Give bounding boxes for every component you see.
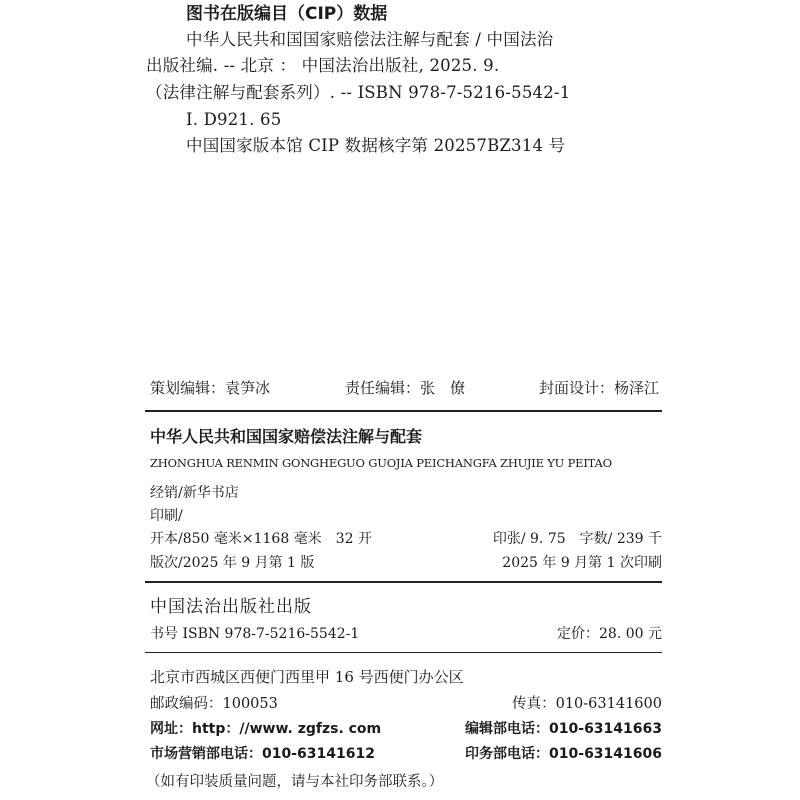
fax: 传真：010-63141600 <box>512 696 662 712</box>
print-date: 2025 年 9 月第 1 次印刷 <box>502 555 662 571</box>
middle-rule <box>145 581 662 583</box>
publisher-name: 中国法治出版社出版 <box>150 597 312 617</box>
cip-line-3: （法律注解与配套系列）. -- ISBN 978-7-5216-5542-1 <box>146 83 571 102</box>
book-title-pinyin: ZHONGHUA RENMIN GONGHEGUO GUOJIA PEICHANGFA ZHUJIE YU PEITAO <box>150 456 612 470</box>
bottom-rule <box>145 652 662 653</box>
marketing-phone: 市场营销部电话：010-63141612 <box>150 746 375 762</box>
cip-title: 图书在版编目（CIP）数据 <box>186 4 388 24</box>
address: 北京市西城区西便门西里甲 16 号西便门办公区 <box>150 668 464 686</box>
responsible-editor: 责任编辑：张 僚 <box>345 379 466 397</box>
website: 网址：http：//www. zgfzs. com <box>150 721 382 737</box>
postcode: 邮政编码：100053 <box>150 696 278 712</box>
isbn: 书号 ISBN 978-7-5216-5542-1 <box>150 626 360 642</box>
cip-line-2: 出版社编. -- 北京 ： 中国法治出版社, 2025. 9. <box>146 56 500 75</box>
top-rule <box>145 410 662 412</box>
distributor: 经销/新华书店 <box>150 485 239 501</box>
cover-designer: 封面设计：杨泽江 <box>539 379 660 397</box>
cip-line-5: 中国国家版本馆 CIP 数据核字第 20257BZ314 号 <box>186 136 566 155</box>
printing-dept-phone: 印务部电话：010-63141606 <box>465 746 662 762</box>
book-title: 中华人民共和国国家赔偿法注解与配套 <box>150 427 423 446</box>
cip-line-1: 中华人民共和国国家赔偿法注解与配套 / 中国法治 <box>186 30 554 49</box>
format: 开本/850 毫米×1168 毫米 32 开 <box>150 531 372 547</box>
cip-line-4: Ⅰ. D921. 65 <box>186 110 282 129</box>
sheets-word-count: 印张/ 9. 75 字数/ 239 千 <box>492 531 662 547</box>
price: 定价：28. 00 元 <box>557 626 662 642</box>
edition: 版次/2025 年 9 月第 1 版 <box>150 555 315 571</box>
editorial-phone: 编辑部电话：010-63141663 <box>465 721 662 737</box>
planning-editor: 策划编辑：袁笋冰 <box>150 379 271 397</box>
printer: 印刷/ <box>150 508 183 524</box>
quality-note: （如有印装质量问题，请与本社印务部联系。） <box>146 774 444 790</box>
